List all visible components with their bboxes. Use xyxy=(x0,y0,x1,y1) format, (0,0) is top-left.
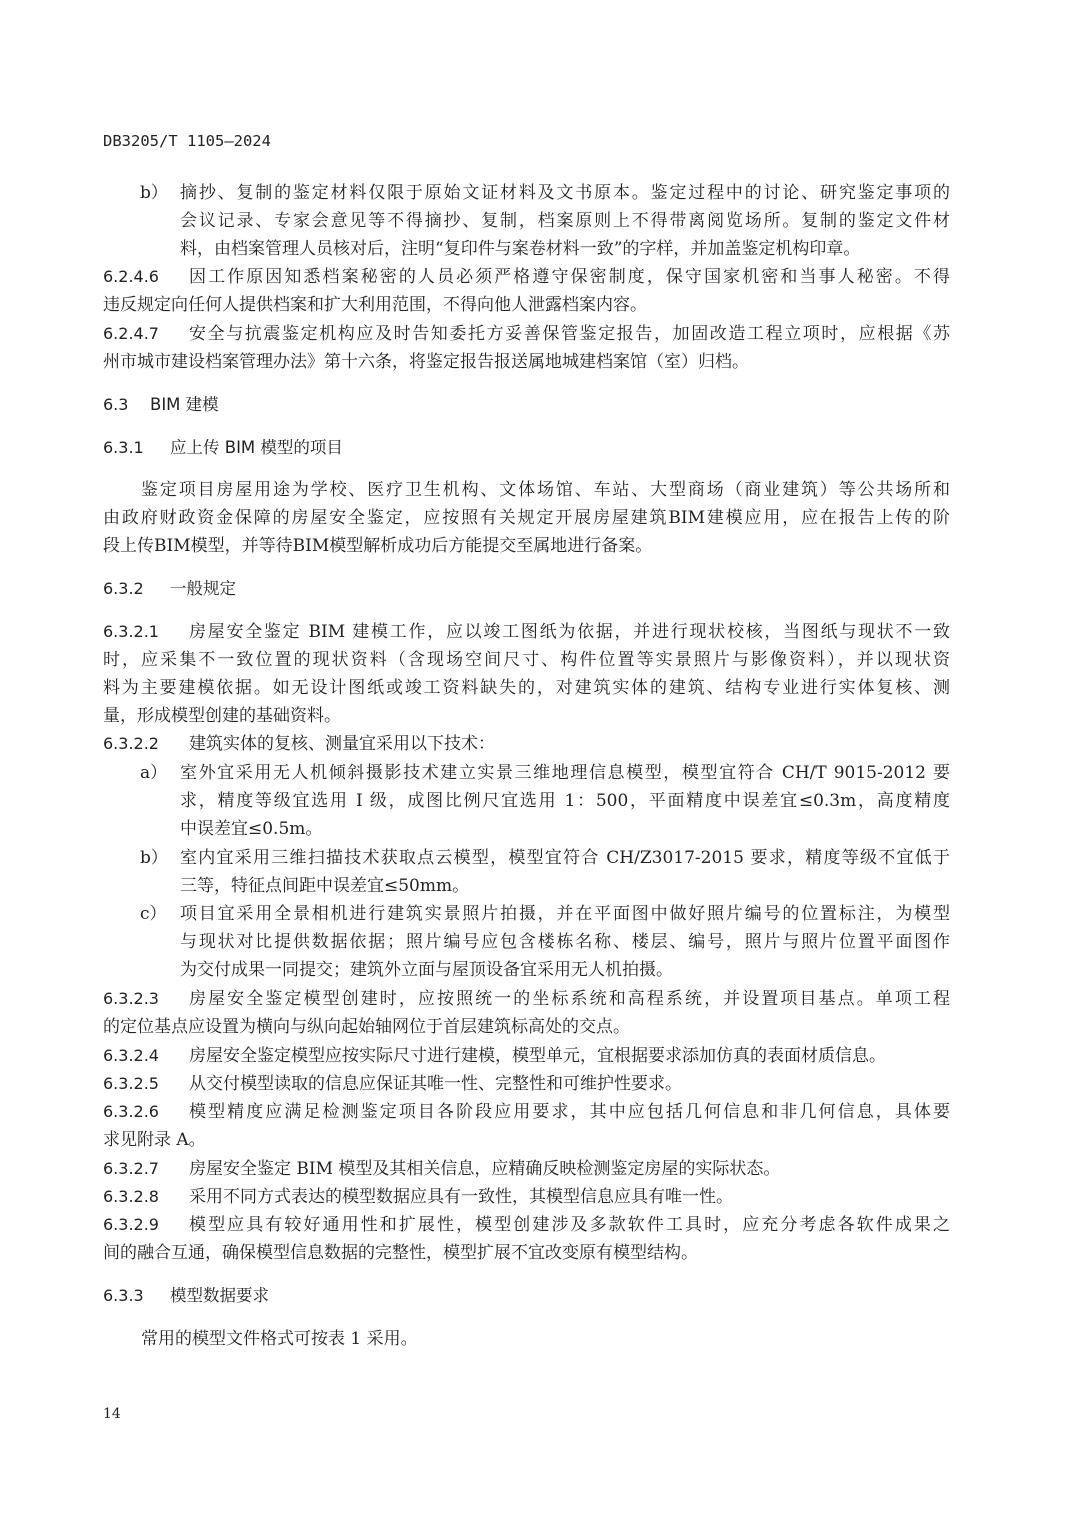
item-label: a） xyxy=(140,763,168,783)
heading-label: 6.3.3 xyxy=(103,1286,144,1305)
document-header: DB3205/T 1105—2024 xyxy=(103,132,271,150)
clause-text-line: 州市城市建设档案管理办法》第十六条，将鉴定报告报送属地城建档案馆（室）归档。 xyxy=(103,352,749,372)
item-text-line: 料，由档案管理人员核对后，注明“复印件与案卷材料一致”的字样，并加盖鉴定机构印章。 xyxy=(180,239,861,259)
heading-text-line: 模型数据要求 xyxy=(170,1286,269,1305)
clause-label: 6.3.2.6 xyxy=(103,1102,159,1121)
clause-text-line: 违反规定向任何人提供档案和扩大利用范围，不得向他人泄露档案内容。 xyxy=(103,295,647,315)
item-label: b） xyxy=(140,183,168,203)
item-text-line: 中误差宜≤0.5m。 xyxy=(180,819,323,839)
clause-label: 6.3.2.4 xyxy=(103,1046,159,1065)
heading-label: 6.3.1 xyxy=(103,438,144,457)
clause-label: 6.3.2.9 xyxy=(103,1215,159,1234)
clause-text-line: 房屋安全鉴定模型应按实际尺寸进行建模，模型单元，宜根据要求添加仿真的表面材质信息。 xyxy=(189,1046,886,1066)
clause-text-line: 从交付模型读取的信息应保证其唯一性、完整性和可维护性要求。 xyxy=(189,1074,682,1094)
item-text-line: 为交付成果一同提交；建筑外立面与屋顶设备宜采用无人机拍摄。 xyxy=(180,960,673,980)
heading-label: 6.3.2 xyxy=(103,579,144,598)
clause-text-line: 料为主要建模依据。如无设计图纸或竣工资料缺失的，对建筑实体的建筑、结构专业进行实体复核、测 xyxy=(103,678,950,698)
item-text-line: 求，精度等级宜选用 I 级，成图比例尺宜选用 1：500，平面精度中误差宜≤0.3m，高度精度 xyxy=(180,791,950,811)
heading-label: 6.3 xyxy=(103,395,129,414)
clause-text-line: 建筑实体的复核、测量宜采用以下技术： xyxy=(189,734,495,754)
clause-text-line: 模型应具有较好通用性和扩展性，模型创建涉及多款软件工具时，应充分考虑各软件成果之 xyxy=(189,1215,950,1235)
para-text-line: 段上传BIM模型，并等待BIM模型解析成功后方能提交至属地进行备案。 xyxy=(103,536,653,556)
clause-text-line: 安全与抗震鉴定机构应及时告知委托方妥善保管鉴定报告，加固改造工程立项时，应根据《苏 xyxy=(189,324,950,344)
item-text-line: 与现状对比提供数据依据；照片编号应包含楼栋名称、楼层、编号，照片与照片位置平面图作 xyxy=(180,932,950,952)
clause-text-line: 因工作原因知悉档案秘密的人员必须严格遵守保密制度，保守国家机密和当事人秘密。不得 xyxy=(189,267,950,287)
item-text-line: 室内宜采用三维扫描技术获取点云模型，模型宜符合 CH/Z3017-2015 要求，精度等级不宜低于 xyxy=(180,848,950,868)
clause-text-line: 间的融合互通，确保模型信息数据的完整性，模型扩展不宜改变原有模型结构。 xyxy=(103,1243,698,1263)
heading-text-line: 一般规定 xyxy=(170,579,236,598)
item-text-line: 摘抄、复制的鉴定材料仅限于原始文证材料及文书原本。鉴定过程中的讨论、研究鉴定事项的 xyxy=(180,183,950,203)
clause-text-line: 采用不同方式表达的模型数据应具有一致性，其模型信息应具有唯一性。 xyxy=(189,1187,733,1207)
item-label: b） xyxy=(140,848,168,868)
clause-text-line: 房屋安全鉴定模型创建时，应按照统一的坐标系统和高程系统，并设置项目基点。单项工程 xyxy=(189,989,950,1009)
clause-label: 6.3.2.7 xyxy=(103,1159,159,1178)
clause-label: 6.3.2.1 xyxy=(103,622,159,641)
page-number: 14 xyxy=(103,1406,121,1422)
clause-label: 6.3.2.5 xyxy=(103,1074,159,1093)
clause-text-line: 量，形成模型创建的基础资料。 xyxy=(103,706,341,726)
heading-text-line: BIM 建模 xyxy=(150,395,219,414)
item-text-line: 室外宜采用无人机倾斜摄影技术建立实景三维地理信息模型，模型宜符合 CH/T 9015-2012 要 xyxy=(180,763,950,783)
item-text-line: 项目宜采用全景相机进行建筑实景照片拍摄，并在平面图中做好照片编号的位置标注，为模型 xyxy=(180,904,950,924)
clause-label: 6.3.2.2 xyxy=(103,734,159,753)
clause-text-line: 时，应采集不一致位置的现状资料（含现场空间尺寸、构件位置等实景照片与影像资料），并以现状资 xyxy=(103,650,950,670)
para-text-line: 由政府财政资金保障的房屋安全鉴定，应按照有关规定开展房屋建筑BIM建模应用，应在报告上传的阶 xyxy=(103,508,950,528)
para-text-line: 鉴定项目房屋用途为学校、医疗卫生机构、文体场馆、车站、大型商场（商业建筑）等公共场所和 xyxy=(141,480,950,500)
clause-text-line: 的定位基点应设置为横向与纵向起始轴网位于首层建筑标高处的交点。 xyxy=(103,1017,630,1037)
clause-label: 6.3.2.8 xyxy=(103,1187,159,1206)
heading-text-line: 应上传 BIM 模型的项目 xyxy=(170,438,343,457)
item-text-line: 会议记录、专家会意见等不得摘抄、复制，档案原则上不得带离阅览场所。复制的鉴定文件材 xyxy=(180,211,950,231)
item-text-line: 三等，特征点间距中误差宜≤50mm。 xyxy=(180,876,470,896)
clause-label: 6.3.2.3 xyxy=(103,989,159,1008)
clause-label: 6.2.4.7 xyxy=(103,324,159,343)
para-text-line: 常用的模型文件格式可按表 1 采用。 xyxy=(141,1329,418,1349)
clause-text-line: 房屋安全鉴定 BIM 模型及其相关信息，应精确反映检测鉴定房屋的实际状态。 xyxy=(189,1159,781,1179)
clause-label: 6.2.4.6 xyxy=(103,267,159,286)
clause-text-line: 模型精度应满足检测鉴定项目各阶段应用要求，其中应包括几何信息和非几何信息，具体要 xyxy=(189,1102,950,1122)
clause-text-line: 求见附录 A。 xyxy=(103,1130,206,1150)
clause-text-line: 房屋安全鉴定 BIM 建模工作，应以竣工图纸为依据，并进行现状校核，当图纸与现状不一致 xyxy=(189,622,950,642)
item-label: c） xyxy=(140,904,167,924)
